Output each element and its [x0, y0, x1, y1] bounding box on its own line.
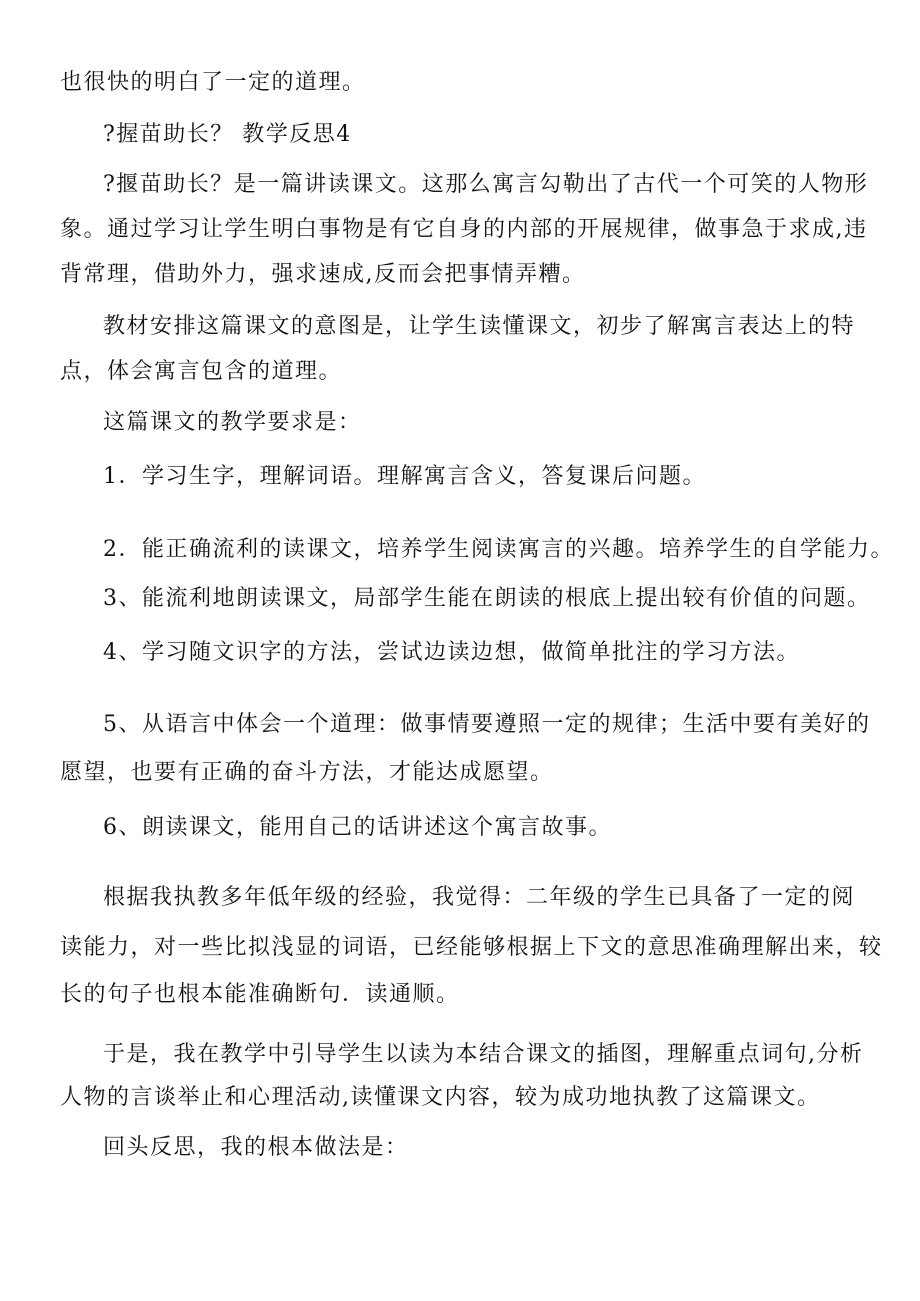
paragraph-line: 点，体会寓言包含的道理。: [60, 359, 343, 384]
paragraph-line: 象。通过学习让学生明白事物是有它自身的内部的开展规律，做事急于求成,违: [60, 217, 868, 242]
paragraph-line: 长的句子也根本能准确断句．读通顺。: [60, 982, 460, 1007]
section-heading: ?握苗助长？ 教学反思4: [103, 122, 352, 147]
paragraph-line: 这篇课文的教学要求是：: [103, 410, 362, 435]
paragraph-line: ?揠苗助长？是一篇讲读课文。这那么寓言勾勒出了古代一个可笑的人物形: [103, 172, 869, 197]
paragraph-line: 人物的言谈举止和心理活动,读懂课文内容，较为成功地执教了这篇课文。: [60, 1085, 821, 1110]
paragraph-line: 回头反思，我的根本做法是：: [103, 1135, 409, 1160]
list-item: 2．能正确流利的读课文，培养学生阅读寓言的兴趣。培养学生的自学能力。: [103, 537, 894, 562]
paragraph-line: 读能力，对一些比拟浅显的词语，已经能够根据上下文的意思准确理解出来，较: [60, 935, 883, 960]
list-item: 5、从语言中体会一个道理：做事情要遵照一定的规律；生活中要有美好的: [103, 712, 871, 737]
list-item: 6、朗读课文，能用自己的话讲述这个寓言故事。: [103, 815, 612, 840]
list-item: 4、学习随文识字的方法，尝试边读边想，做简单批注的学习方法。: [103, 640, 800, 665]
paragraph-line: 于是，我在教学中引导学生以读为本结合课文的插图，理解重点词句,分析: [103, 1042, 864, 1067]
list-item: 3、能流利地朗读课文，局部学生能在朗读的根底上提出较有价值的问题。: [103, 586, 871, 611]
paragraph-line: 背常理，借助外力，强求速成,反而会把事情弄糟。: [60, 262, 586, 287]
paragraph-line: 也很快的明白了一定的道理。: [60, 70, 366, 95]
list-item: 1．学习生字，理解词语。理解寓言含义，答复课后问题。: [103, 464, 706, 489]
paragraph-line: 根据我执教多年低年级的经验，我觉得：二年级的学生已具备了一定的阅: [103, 885, 856, 910]
paragraph-line: 教材安排这篇课文的意图是，让学生读懂课文，初步了解寓言表达上的特: [103, 314, 856, 339]
paragraph-line: 愿望，也要有正确的奋斗方法，才能达成愿望。: [60, 760, 554, 785]
